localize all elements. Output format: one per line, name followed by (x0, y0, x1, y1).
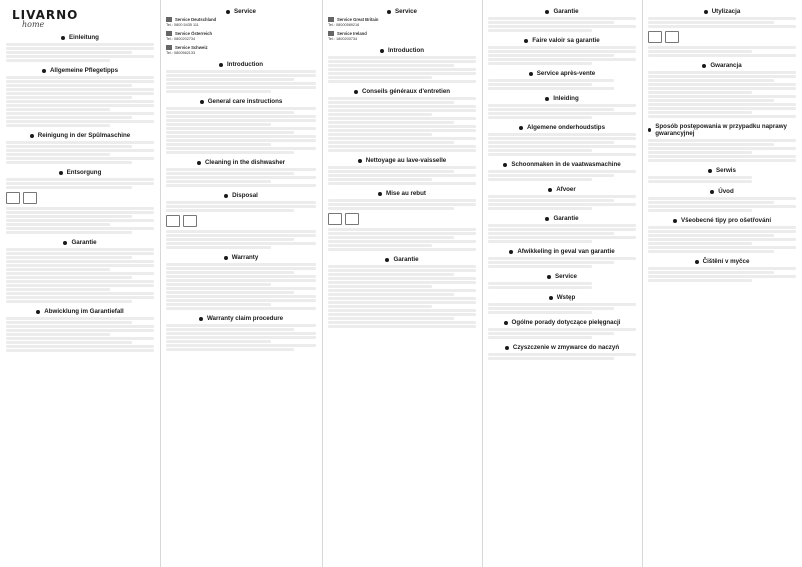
bullet-icon (226, 10, 230, 14)
bullet-icon (503, 163, 507, 167)
recycle-icon (328, 213, 342, 225)
service-phone: Tel.: 0800562133 (166, 51, 196, 55)
bullet-icon (504, 321, 508, 325)
column-dutch (482, 0, 642, 567)
column-polish-czech (642, 0, 802, 567)
bullet-icon (708, 169, 712, 173)
section-title: Wstęp (488, 294, 636, 301)
flag-de-icon (166, 17, 172, 22)
section-title: Mise au rebut (328, 190, 476, 197)
bullet-icon (529, 72, 533, 76)
section-title: Afwikkeling in geval van garantie (488, 248, 636, 255)
section-title: Čištění v myčce (648, 258, 796, 265)
recycle-icon (665, 31, 679, 43)
bullet-icon (30, 134, 34, 138)
section-title: General care instructions (166, 98, 316, 105)
recycle-icon (23, 192, 37, 204)
section-title: Service après-vente (488, 70, 636, 77)
bullet-icon (549, 296, 553, 300)
section-title: Abwicklung im Garantiefall (6, 308, 154, 315)
column-german (0, 0, 160, 567)
service-title: Service (328, 8, 476, 15)
bullet-icon (42, 69, 46, 73)
section-title: Úvod (648, 188, 796, 195)
bullet-icon (519, 126, 523, 130)
bullet-icon (199, 317, 203, 321)
service-entry: Service Österreich Tel.: 0800202734 (166, 31, 316, 42)
section-title: Cleaning in the dishwasher (166, 159, 316, 166)
recycle-icon (183, 215, 197, 227)
bullet-icon (63, 241, 67, 245)
recycle-icons (6, 192, 154, 204)
section-title: Disposal (166, 192, 316, 199)
service-entry: Service Ireland Tel.: 1800200734 (328, 31, 476, 42)
recycle-icons (166, 215, 316, 227)
flag-gb-icon (328, 17, 334, 22)
bullet-icon (354, 90, 358, 94)
section-title: Warranty (166, 254, 316, 261)
bullet-icon (385, 258, 389, 262)
bullet-icon (59, 171, 63, 175)
section-title: Afvoer (488, 186, 636, 193)
recycle-icon (345, 213, 359, 225)
brand-name: LIVARNO (12, 8, 79, 22)
flag-at-icon (166, 31, 172, 36)
section-title: Introduction (328, 47, 476, 54)
bullet-icon (224, 194, 228, 198)
bullet-icon (673, 219, 677, 223)
section-title: Garantie (488, 215, 636, 222)
column-french (322, 0, 482, 567)
bullet-icon (224, 256, 228, 260)
service-entry: Service Deutschland Tel.: 0800 5435 111 (166, 17, 316, 28)
bullet-icon (505, 346, 509, 350)
section-title: Ogólne porady dotyczące pielęgnacji (488, 319, 636, 326)
section-title: Utylizacja (648, 8, 796, 15)
section-title: Allgemeine Pflegetipps (6, 67, 154, 74)
bullet-icon (702, 64, 706, 68)
bullet-icon (219, 63, 223, 67)
section-title: Conseils généraux d'entretien (328, 88, 476, 95)
section-title: Sposób postępowania w przypadku naprawy gwarancyjnej (648, 123, 796, 137)
bullet-icon (358, 159, 362, 163)
service-phone: Tel.: 08000569216 (328, 23, 360, 27)
bullet-icon (695, 260, 699, 264)
section-title: Warranty claim procedure (166, 315, 316, 322)
section-title: Gwarancja (648, 62, 796, 69)
bullet-icon (545, 97, 549, 101)
bullet-icon (197, 161, 201, 165)
bullet-icon (380, 49, 384, 53)
flag-ch-icon (166, 45, 172, 50)
bullet-icon (548, 188, 552, 192)
bullet-icon (524, 39, 528, 43)
bullet-icon (547, 275, 551, 279)
bullet-icon (509, 250, 513, 254)
section-title: Garantie (488, 8, 636, 15)
service-phone: Tel.: 0800202734 (166, 37, 196, 41)
flag-ie-icon (328, 31, 334, 36)
service-entry: Service Schweiz Tel.: 0800562133 (166, 45, 316, 56)
section-title: Serwis (648, 167, 796, 174)
section-title: Service (488, 273, 636, 280)
recycle-icon (648, 31, 662, 43)
section-title: Algemene onderhoudstips (488, 124, 636, 131)
brand-logo (12, 8, 79, 29)
section-title: Czyszczenie w zmywarce do naczyń (488, 344, 636, 351)
service-entry: Service Great Britain Tel.: 08000569216 (328, 17, 476, 28)
bullet-icon (710, 190, 714, 194)
recycle-icon (166, 215, 180, 227)
section-title: Inleiding (488, 95, 636, 102)
service-phone: Tel.: 0800 5435 111 (166, 23, 199, 27)
bullet-icon (200, 100, 204, 104)
bullet-icon (545, 217, 549, 221)
section-title: Všeobecné tipy pro ošetřování (648, 217, 796, 224)
bullet-icon (378, 192, 382, 196)
recycle-icons (328, 213, 476, 225)
brand-sub: home (22, 20, 45, 29)
column-english (160, 0, 322, 567)
recycle-icon (6, 192, 20, 204)
bullet-icon (61, 36, 65, 40)
section-title: Reinigung in der Spülmaschine (6, 132, 154, 139)
section-title: Faire valoir sa garantie (488, 37, 636, 44)
section-title: Garantie (328, 256, 476, 263)
section-title: Introduction (166, 61, 316, 68)
section-title: Nettoyage au lave-vaisselle (328, 157, 476, 164)
service-title: Service (166, 8, 316, 15)
bullet-icon (704, 10, 708, 14)
section-title: Entsorgung (6, 169, 154, 176)
service-phone: Tel.: 1800200734 (328, 37, 358, 41)
section-title: Garantie (6, 239, 154, 246)
bullet-icon (387, 10, 391, 14)
bullet-icon (545, 10, 549, 14)
section-title: Einleitung (6, 34, 154, 41)
bullet-icon (36, 310, 40, 314)
section-title: Schoonmaken in de vaatwasmachine (488, 161, 636, 168)
bullet-icon (648, 128, 651, 132)
recycle-icons (648, 31, 796, 43)
